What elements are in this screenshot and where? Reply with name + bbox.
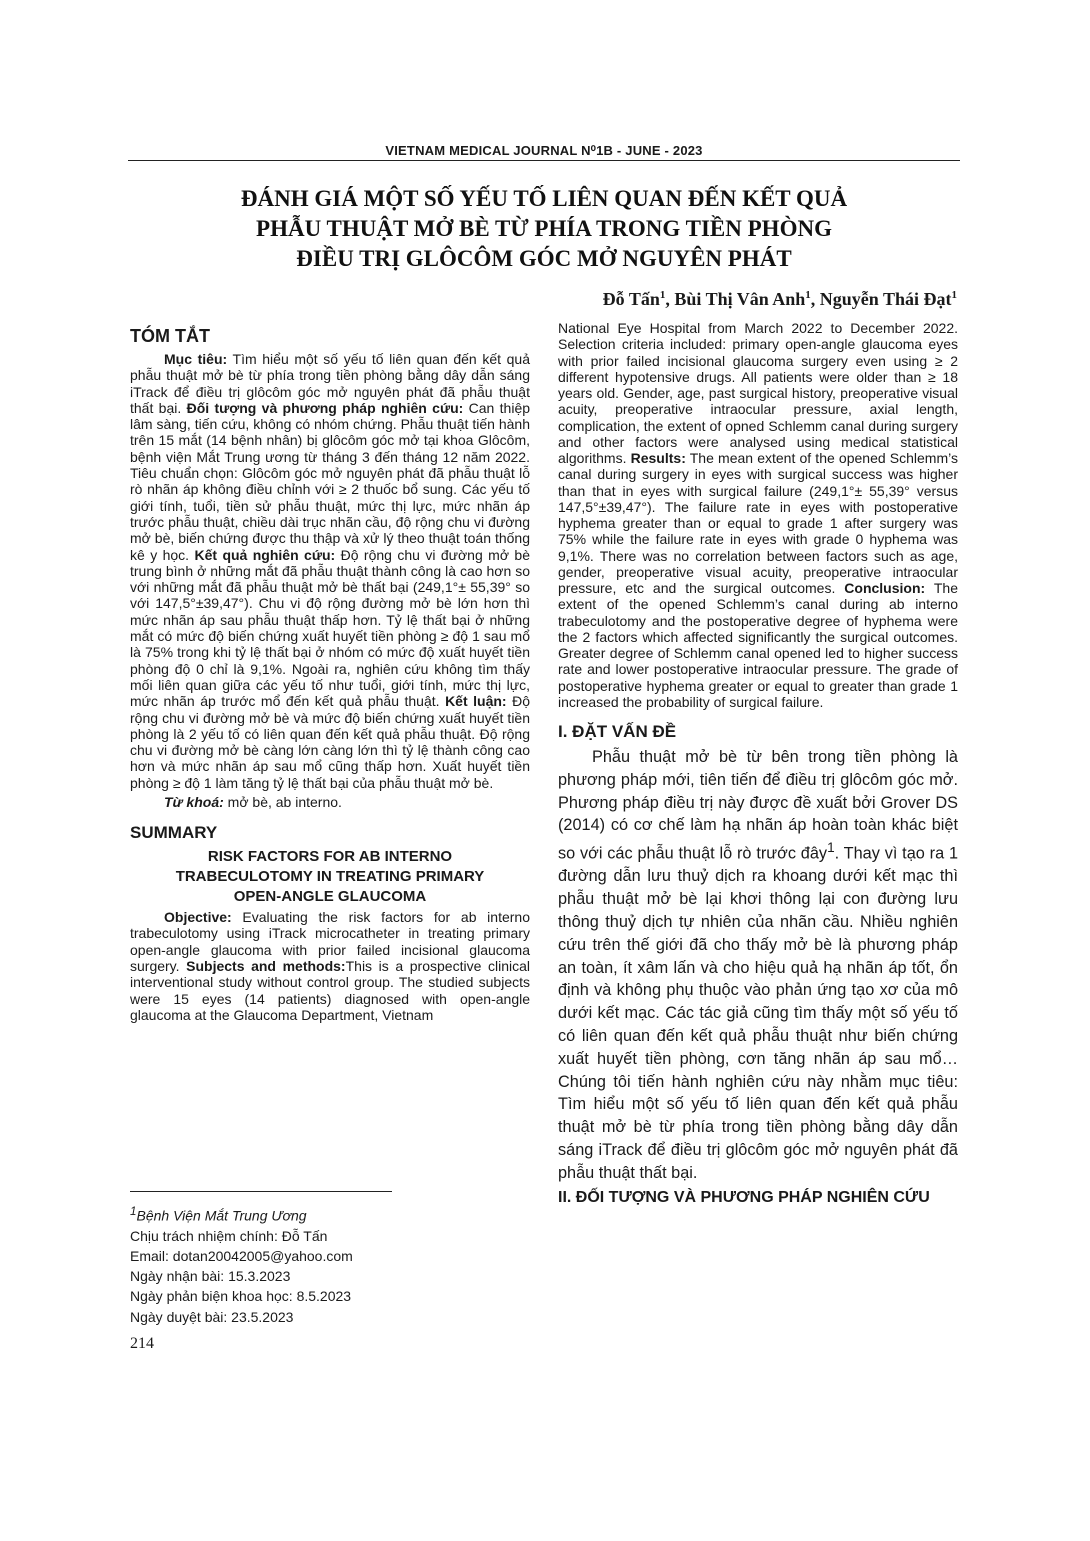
summary-conclusion-text: The extent of the opened Schlemm’s canal during ab interno trabeculotomy and the postoperative degree of hyphema were the 2 factors which affected significantly the surgical outcomes. Greater degree of Schlemm canal opened led to higher success rate and lower postoperative intraocular pressure. The grade of postoperative hyphema greater or equal to greater than grade 1 increased the probability of surgical failure. [558,580,958,710]
footnote-affiliation [130,1202,353,1226]
author-list [603,289,957,310]
summary-abstract-part1 [130,909,530,1023]
summary-objective-label: Objective: [164,909,232,926]
footnote-line: Ngày nhận bài: 15.3.2023 [130,1268,291,1285]
summary-methods-label: Subjects and methods: [186,957,346,974]
summary-title [130,847,530,907]
author-affiliation-mark: 1 [951,289,957,301]
right-column [558,320,958,1207]
affiliation-mark: 1 [130,1205,137,1218]
summary-methods-text-continued: National Eye Hospital from March 2022 to December 2022. Selection criteria included: primary open-angle glaucoma eyes with prior failed incisional glaucoma surgery even using ≥ 2 different hypotensive drugs. All patients were older than ≥ 18 years old. Gender, age, past surgical history, preoperative visual acuity, preoperative intraocular pressure, axial length, complication, the extent of opned Schlemm canal during surgery and other factors were analysed using medical statistical algorithms. [558,320,958,466]
summary-abstract-part2 [558,320,958,710]
author-separator: , [665,289,675,309]
section1-text-continued: . Thay vì tạo ra 1 đường dẫn lưu thuỷ dịch ra khoang dưới kết mạc thì phẫu thuật mở bè lại khơi thông lại con đường lưu thông thuỷ dịch tự nhiên của nhãn cầu. Nhiều nghiên cứu trên thế giới đã cho thấy mở bè là phương pháp an toàn, ít xâm lấn và cho hiệu quả hạ nhãn áp tốt, ổn định và không phụ thuộc vào phản ứng tạo xơ của mô dưới kết mạc. Các tác giả cũng tìm thấy một số yếu tố có liên quan đến kết quả phẫu thuật như biến chứng xuất huyết tiền phòng, cơn tăng nhãn áp sau mổ… Chúng tôi tiến hành nghiên cứu này nhằm mục tiêu: Tìm hiểu một số yếu tố liên quan đến kết quả phẫu thuật mở bè từ phía trong tiền phòng bằng dây dẫn sáng iTrack để điều trị glôcôm góc mở nguyên phát đã phẫu thuật thất bại. [558,844,958,1182]
tomtat-heading: TÓM TẮT [130,326,210,346]
objective-text: Tìm hiểu một số yếu tố liên quan đến kết quả phẫu thuật mở bè từ phía trong tiền phòng bằng dây dẫn sáng iTrack để điều trị glôcôm góc mở nguyên phát đã phẫu thuật thất bại. [130,351,530,416]
summary-objective-text: Evaluating the risk factors for ab interno trabeculotomy using iTrack microcatheter in treating primary open-angle glaucoma with prior failed incisional glaucoma surgery. [130,909,530,974]
summary-title-line: OPEN-ANGLE GLAUCOMA [233,888,427,906]
summary-heading: SUMMARY [130,823,218,843]
footnote-line: Email: dotan20042005@yahoo.com [130,1248,353,1265]
objective-label: Mục tiêu: [164,351,228,367]
keywords [130,794,530,811]
title-line: ĐÁNH GIÁ MỘT SỐ YẾU TỐ LIÊN QUAN ĐẾN KẾT QUẢ [240,186,848,211]
header-rule [128,160,960,161]
conclusion-text: Độ rộng chu vi đường mở bè và mức độ biến chứng xuất huyết tiền phòng là 2 yếu tố có liên quan đến kết quả phẫu thuật. Độ rộng chu vi đường mở bè càng lớn càng lớn thì tỷ lệ thành công cao hơn và mức nhãn áp sau mổ cũng thấp hơn. Xuất huyết tiền phòng ≥ độ 1 làm tăng tỷ lệ thất bại của phẫu thuật mở bè. [130,693,531,791]
article-title [128,184,960,274]
author-separator: , [810,289,820,309]
summary-results-text: The mean extent of the opened Schlemm’s canal during surgery in eyes with surgical success was higher than that in eyes with surgical failure (249,1°± 55,39° versus 147,5°±39,47°). The failure rate in eyes with postoperative hyphema greater than or equal to grade 1 after surgery was 75% while the failure rate in eyes with grade 0 hyphema was 9,1%. There was no correlation between factors such as age, gender, preoperative visual acuity, preoperative intraocular pressure, etc and the surgical outcomes. [558,450,958,596]
summary-results-label: Results: [630,450,686,466]
title-line: PHẪU THUẬT MỞ BÈ TỪ PHÍA TRONG TIỀN PHÒNG [256,216,832,241]
section1-text: Phẫu thuật mở bè từ bên trong tiền phòng là phương pháp mới, tiên tiến để điều trị glôcôm góc mở. Phương pháp điều trị này được đề xuất bởi Grover DS (2014) có cơ chế làm hạ nhãn áp hoàn toàn khác biệt so với các phẫu thuật lỗ rò trước đây [558,748,958,863]
methods-text: Can thiệp lâm sàng, tiến cứu, không có nhóm chứng. Phẫu thuật tiến hành trên 15 mắt (14 bệnh nhân) bị glôcôm góc mở tại khoa Glôcôm, bệnh viện Mắt Trung ương từ tháng 3 đến tháng 12 năm 2022. Tiêu chuẩn chọn: Glôcôm góc mở nguyên phát đã phẫu thuật lỗ rò nhãn áp không điều chỉnh với ≥ 2 thuốc bổ sung. Các yếu tố giới tính, tuổi, tiền sử phẫu thuật, mức thị lực, mức nhãn áp trước phẫu thuật, chiều dài trục nhãn cầu, độ rộng chu vi đường mở bè, biến chứng được thu thập và xử lý theo thuật toán thống kê y học. [130,399,531,563]
author-name: Nguyễn Thái Đạt [819,289,952,309]
tomtat-abstract [130,351,530,791]
results-text: Độ rộng chu vi đường mở bè trung bình ở những mắt đã phẫu thuật thành công là cao hơn so với những mắt đã phẫu thuật mở bè thất bại (249,1°± 55,39° so với 147,5°±39,47°). Chu vi độ rộng đường mở bè lớn hơn thì mức nhãn áp sau phẫu thuật thấp hơn. Tỷ lệ thất bại ở những mắt có mức độ biến chứng xuất huyết tiền phòng ≥ độ 1 sau mổ là 75% trong khi tỷ lệ thất bại ở nhóm có mức độ xuất huyết tiền phòng độ 0 chỉ là 9,1%. Ngoài ra, nghiên cứu không tìm thấy mối liên quan giữa các yếu tố như tuổi, giới tính, mức thị lực, mức nhãn áp trước mổ đến kết quả phẫu thuật. [130,546,530,710]
affiliation-text: Bệnh Viện Mắt Trung Ương [136,1207,307,1224]
author-name: Bùi Thị Vân Anh [674,289,806,309]
title-line: ĐIỀU TRỊ GLÔCÔM GÓC MỞ NGUYÊN PHÁT [296,246,792,271]
summary-title-line: TRABECULOTOMY IN TREATING PRIMARY [175,868,485,886]
methods-label: Đối tượng và phương pháp nghiên cứu: [186,399,464,416]
summary-conclusion-label: Conclusion: [844,580,926,596]
conclusion-label: Kết luận: [445,693,507,710]
footnote-line: Chịu trách nhiệm chính: Đỗ Tấn [130,1227,328,1244]
author-affiliation-mark: 1 [659,289,666,301]
summary-methods-text-start: This is a prospective clinical interventional study without control group. The studied subjects were 15 eyes (14 patients) diagnosed with open-angle glaucoma at the Glaucoma Department, Vietnam [130,957,530,1023]
summary-title-line: RISK FACTORS FOR AB INTERNO [207,848,453,866]
results-label: Kết quả nghiên cứu: [194,546,336,563]
keywords-text: mở bè, ab interno. [223,794,342,811]
section1-paragraph [558,746,958,1185]
section1-heading: I. ĐẶT VẤN ĐỀ [558,722,677,741]
journal-header: VIETNAM MEDICAL JOURNAL N⁰1B - JUNE - 2023 [385,143,703,158]
section2-heading: II. ĐỐI TƯỢNG VÀ PHƯƠNG PHÁP NGHIÊN CỨU [558,1188,930,1206]
author-name: Đỗ Tấn [602,289,660,309]
keywords-label: Từ khoá: [164,794,224,811]
left-column [130,322,530,1023]
reference-mark: 1 [827,840,835,856]
footnote-line: Ngày duyệt bài: 23.5.2023 [130,1308,294,1325]
footnote-line: Ngày phản biện khoa học: 8.5.2023 [130,1288,352,1305]
footnote [130,1202,353,1327]
author-affiliation-mark: 1 [805,289,811,301]
footnote-rule [130,1191,392,1192]
page-number: 214 [130,1335,154,1352]
